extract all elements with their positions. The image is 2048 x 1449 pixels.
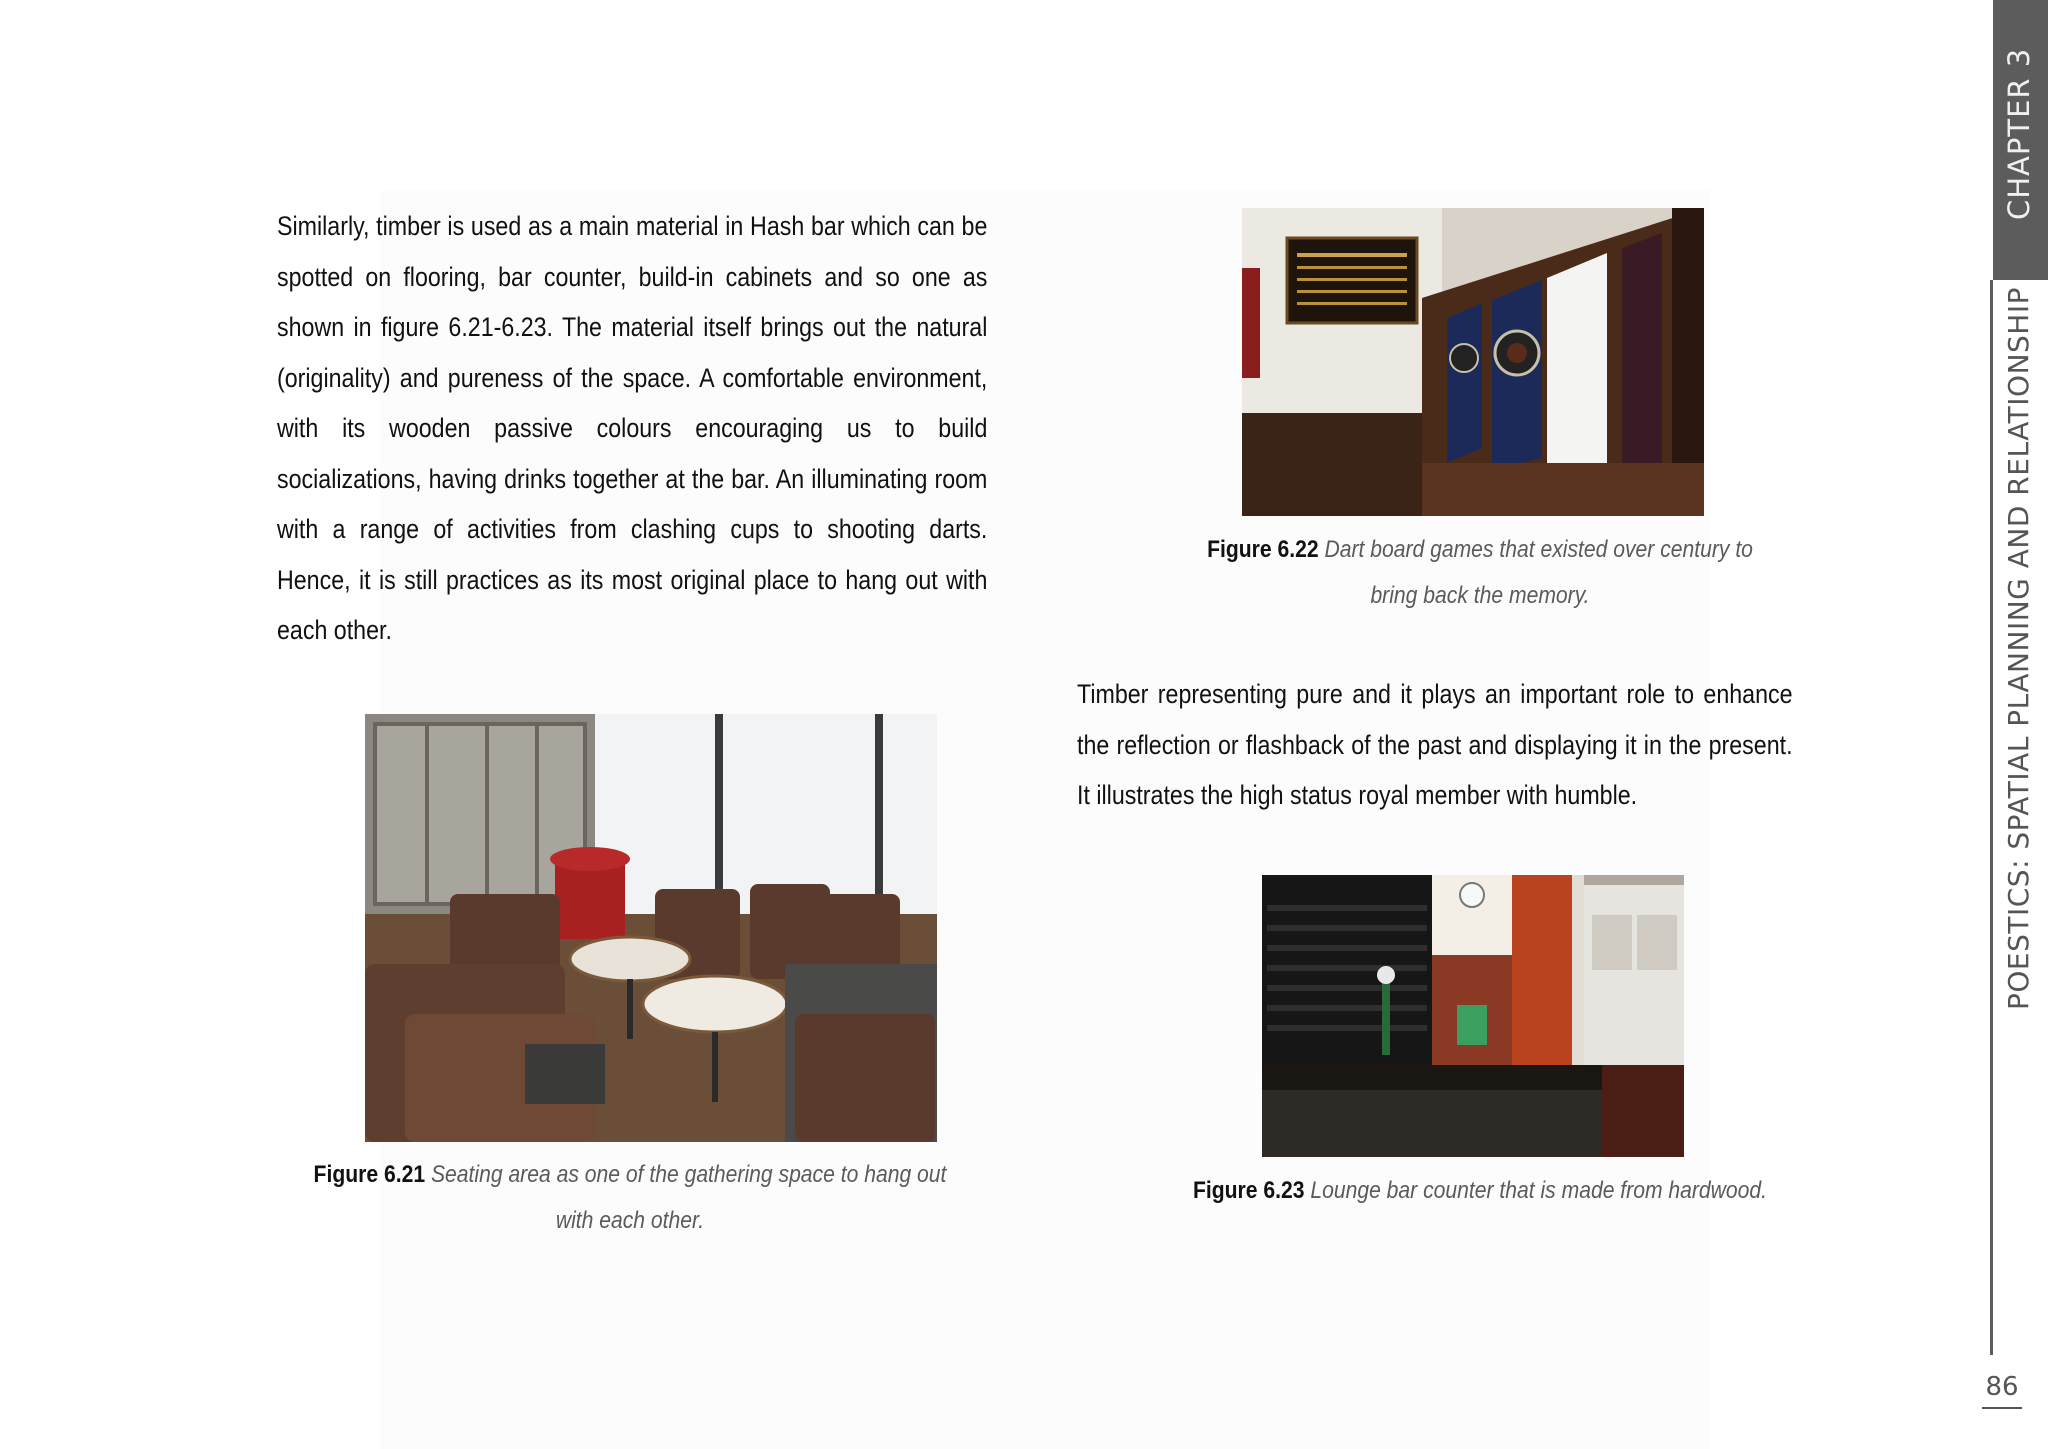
figure-6-23-caption — [1181, 1168, 1779, 1214]
page-number-underline — [1982, 1407, 2022, 1409]
sidebar-rule — [1990, 280, 1993, 1355]
figure-6-23-photo — [1262, 875, 1684, 1157]
paragraph-timber-material: Similarly, timber is used as a main material in Hash bar which can be spotted on flooring, bar counter, build-in cabinets and so one as shown in figure 6.21-6.23. The material itself brings out the natural (originality) and pureness of the space. A comfortable environment, with its wooden passive colours encouraging us to build socializations, having drinks together at the bar. An illuminating room with a range of activities from clashing cups to shooting darts. Hence, it is still practices as its most original place to hang out with each other. — [277, 211, 988, 645]
figure-6-22-caption — [1198, 527, 1761, 619]
figure-number: Figure 6.21 — [313, 1161, 426, 1188]
figure-caption-text: Dart board games that existed over century to bring back the memory. — [1324, 536, 1753, 609]
figure-number: Figure 6.22 — [1207, 536, 1319, 563]
figure-caption-text: Lounge bar counter that is made from hardwood. — [1310, 1177, 1768, 1204]
figure-6-21-photo — [365, 714, 937, 1142]
figure-caption-text: Seating area as one of the gathering space to hang out with each other. — [430, 1161, 947, 1234]
figure-6-22-photo — [1242, 208, 1704, 516]
page-number: 86 — [1985, 1372, 2019, 1402]
chapter-label: CHAPTER 3 — [2002, 47, 2036, 220]
figure-6-21-caption — [313, 1152, 947, 1244]
section-title: POESTICS: SPATIAL PLANNING AND RELATIONSHIP — [2002, 287, 2035, 1010]
paragraph-timber-representing: Timber representing pure and it plays an important role to enhance the reflection or flashback of the past and displaying it in the present. It illustrates the high status royal member with humble. — [1077, 679, 1793, 810]
figure-number: Figure 6.23 — [1192, 1177, 1305, 1204]
